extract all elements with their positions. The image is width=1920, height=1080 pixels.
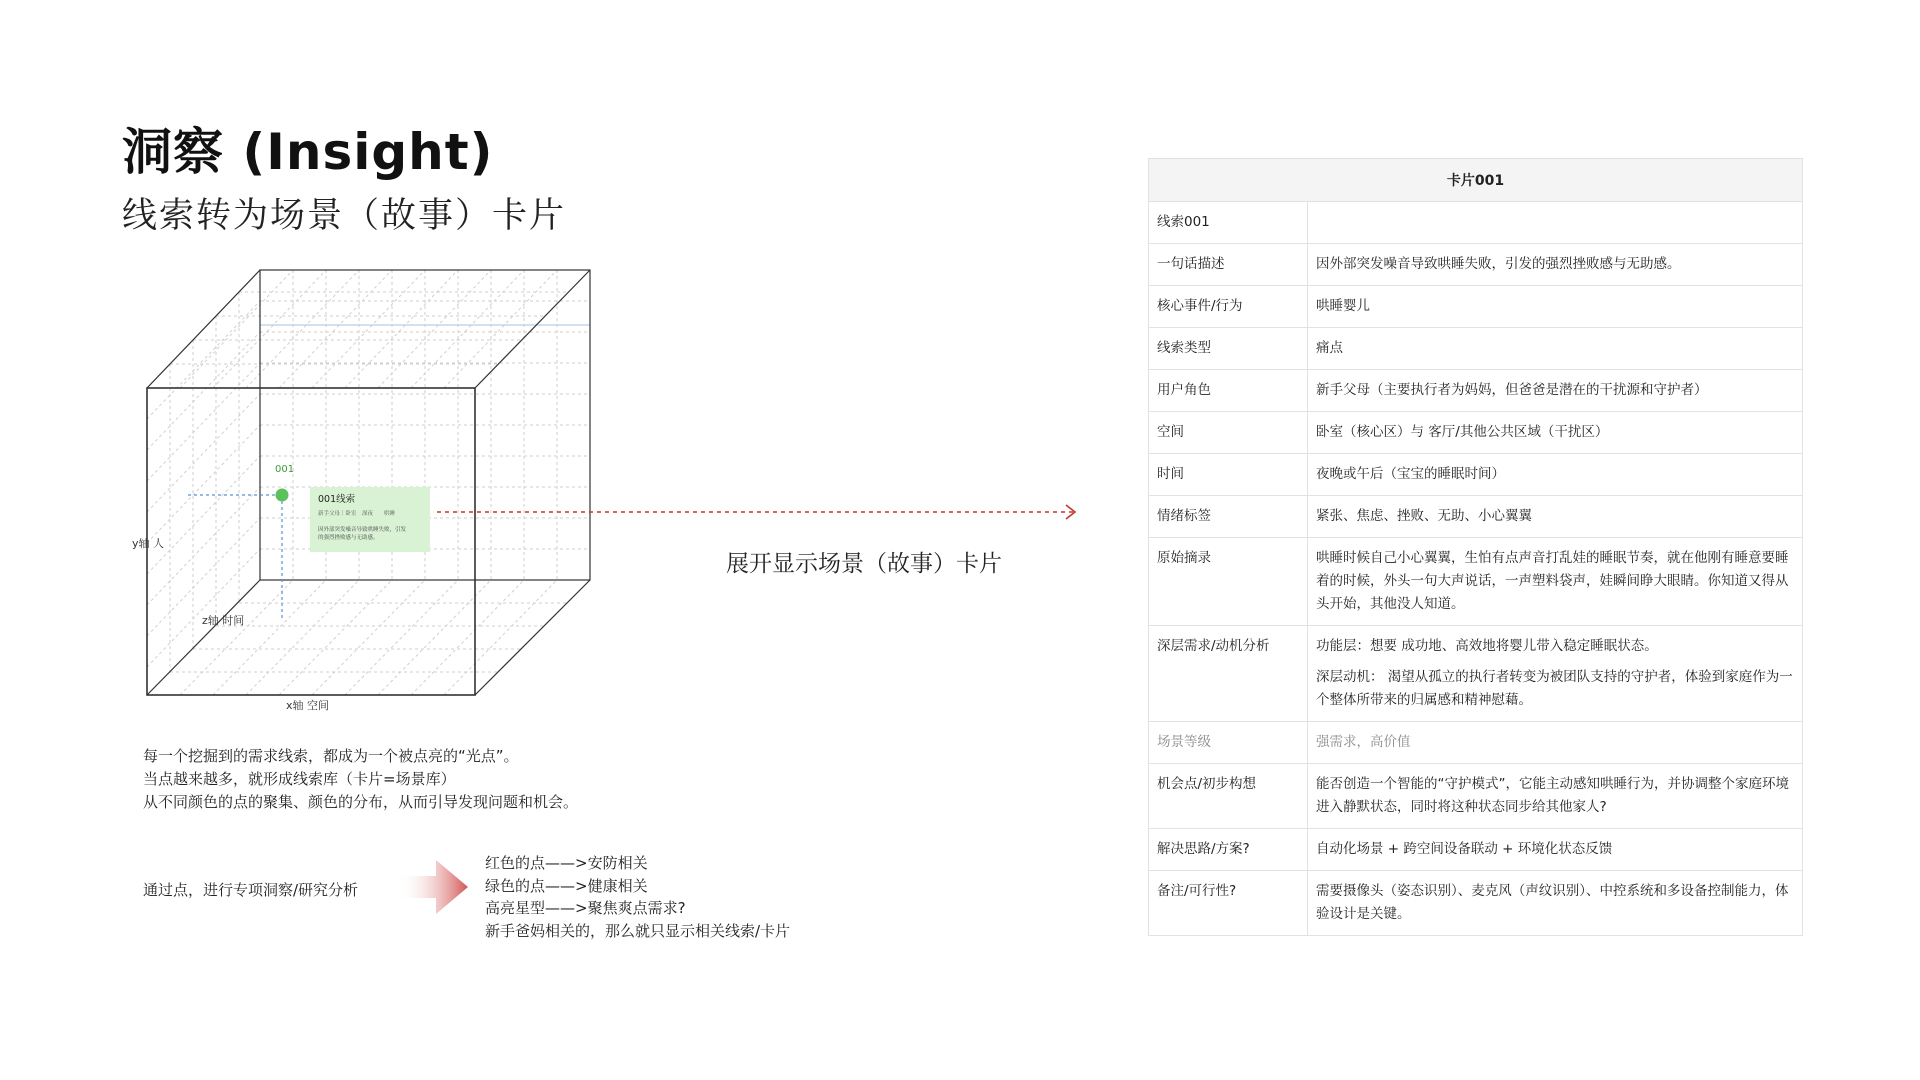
row-value: 夜晚或午后（宝宝的睡眠时间） [1308,454,1803,496]
scene-card-table [1148,158,1803,936]
page-title: 洞察 (Insight) [122,123,494,181]
row-label: 线索001 [1149,202,1308,244]
table-row [1149,871,1803,936]
description [143,745,578,814]
mini-card-text-2: 的强烈挫败感与无助感。 [318,535,379,541]
row-label: 时间 [1149,454,1308,496]
row-label: 用户角色 [1149,370,1308,412]
row-value: 紧张、焦虑、挫败、无助、小心翼翼 [1308,496,1803,538]
cube-diagram [130,255,610,715]
row-label: 场景等级 [1149,722,1308,764]
row-value [1308,202,1803,244]
mini-card-text-1: 因外部突发噪音导致哄睡失败，引发 [318,527,407,533]
row-label: 情绪标签 [1149,496,1308,538]
row-label: 深层需求/动机分析 [1149,626,1308,722]
color-note: 新手爸妈相关的，那么就只显示相关线索/卡片 [485,921,791,940]
y-axis-label: y轴 人 [132,537,165,550]
table-row [1149,244,1803,286]
dashed-arrow-icon [435,500,1085,524]
color-notes [485,852,790,942]
table-row [1149,496,1803,538]
row-value: 新手父母（主要执行者为妈妈，但爸爸是潜在的干扰源和守护者） [1308,370,1803,412]
row-value: 因外部突发噪音导致哄睡失败，引发的强烈挫败感与无助感。 [1308,244,1803,286]
row-label: 一句话描述 [1149,244,1308,286]
row-value-part: 深层动机： 渴望从孤立的执行者转变为被团队支持的守护者，体验到家庭作为一个整体所带来的归属感和精神慰藉。 [1316,669,1793,708]
color-note: 红色的点——>安防相关 [485,854,648,872]
row-label: 核心事件/行为 [1149,286,1308,328]
page-subtitle: 线索转为场景（故事）卡片 [122,196,567,236]
z-axis-label: z轴 时间 [202,614,245,627]
description-line: 当点越来越多，就形成线索库（卡片=场景库） [143,770,456,788]
row-value: 哄睡婴儿 [1308,286,1803,328]
expand-label: 展开显示场景（故事）卡片 [726,551,1002,577]
row-value: 卧室（核心区）与 客厅/其他公共区域（干扰区） [1308,412,1803,454]
color-note: 高亮星型——>聚焦爽点需求? [485,899,686,917]
table-row [1149,202,1803,244]
analysis-label: 通过点，进行专项洞察/研究分析 [143,881,359,899]
table-row [1149,626,1803,722]
row-value-part: 功能层：想要 成功地、高效地将婴儿带入稳定睡眠状态。 [1316,638,1658,654]
row-value: 能否创造一个智能的“守护模式”，它能主动感知哄睡行为，并协调整个家庭环境进入静默状态，同时将这种状态同步给其他家人? [1308,764,1803,829]
row-value: 哄睡时候自己小心翼翼，生怕有点声音打乱娃的睡眠节奏，就在他刚有睡意要睡着的时候，外头一句大声说话，一声塑料袋声，娃瞬间睁大眼睛。你知道又得从头开始，其他没人知道。 [1308,538,1803,626]
point-label: 001 [275,464,295,475]
description-line: 从不同颜色的点的聚集、颜色的分布，从而引导发现问题和机会。 [143,793,579,811]
table-row [1149,538,1803,626]
row-value: 痛点 [1308,328,1803,370]
green-point[interactable] [276,489,289,502]
x-axis-label: x轴 空间 [286,699,330,712]
color-note: 绿色的点——>健康相关 [485,876,648,895]
mini-card [310,487,430,552]
table-row [1149,764,1803,829]
row-label: 空间 [1149,412,1308,454]
description-line: 每一个挖掘到的需求线索，都成为一个被点亮的“光点”。 [143,747,519,765]
table-row [1149,829,1803,871]
row-value: 自动化场景 + 跨空间设备联动 + 环境化状态反馈 [1308,829,1803,871]
table-row [1149,454,1803,496]
card-header: 卡片001 [1149,159,1803,202]
mini-card-title: 001线索 [318,494,356,505]
table-row [1149,286,1803,328]
row-label: 备注/可行性? [1149,871,1308,936]
gradient-arrow-icon [398,858,470,916]
mini-card-tags: 新手父母｜卧室 深夜 哄睡 [318,511,396,517]
row-label: 原始摘录 [1149,538,1308,626]
row-value: 需要摄像头（姿态识别）、麦克风（声纹识别）、中控系统和多设备控制能力，体验设计是关键。 [1308,871,1803,936]
row-value [1308,626,1803,722]
table-row [1149,412,1803,454]
table-row [1149,328,1803,370]
projection-lines [188,495,282,621]
row-label: 机会点/初步构想 [1149,764,1308,829]
table-row [1149,370,1803,412]
table-row [1149,722,1803,764]
row-value: 强需求，高价值 [1308,722,1803,764]
row-label: 线索类型 [1149,328,1308,370]
row-label: 解决思路/方案? [1149,829,1308,871]
grid-lines [147,270,590,695]
